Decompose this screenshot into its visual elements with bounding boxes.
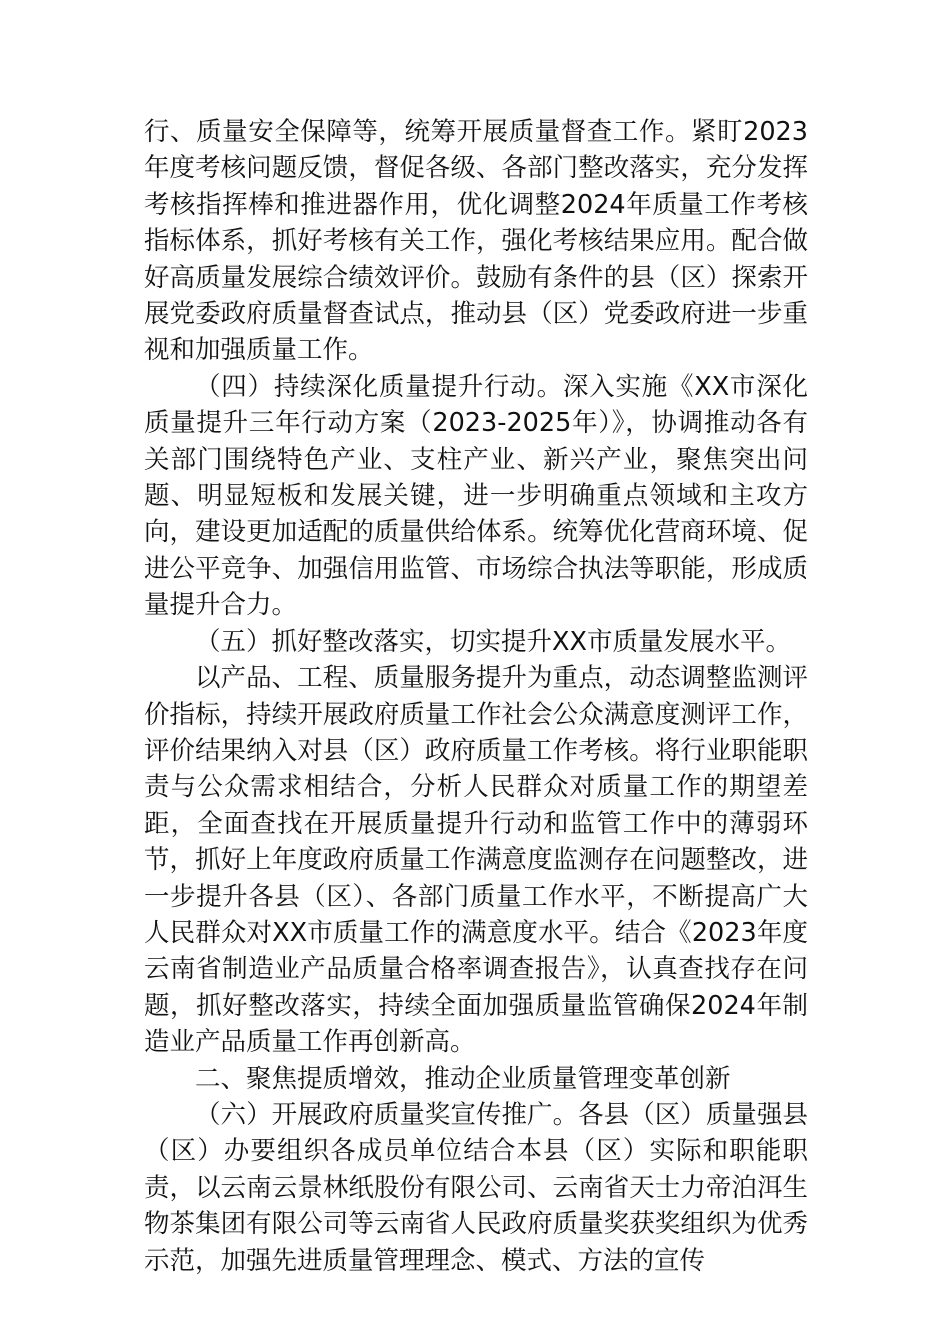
paragraph-quality-award: （六）开展政府质量奖宣传推广。各县（区）质量强县（区）办要组织各成员单位结合本县（区）实际和职能职责，以云南云景林纸股份有限公司、云南省天士力帝泊洱生物茶集团有限公司等云南省人民政府质量奖获奖组织为优秀示范，加强先进质量管理理念、模式、方法的宣传 [144, 1099, 808, 1276]
paragraph-assessment: 行、质量安全保障等，统筹开展质量督查工作。紧盯2023年度考核问题反馈，督促各级、各部门整改落实，充分发挥考核指挥棒和推进器作用，优化调整2024年质量工作考核指标体系，抓好考核有关工作，强化考核结果应用。配合做好高质量发展综合绩效评价。鼓励有条件的县（区）探索开展党委政府质量督查试点，推动县（区）党委政府进一步重视和加强质量工作。 [144, 117, 808, 366]
section-heading-two: 二、聚焦提质增效，推动企业质量管理变革创新 [195, 1063, 731, 1094]
paragraph-quality-improvement: （四）持续深化质量提升行动。深入实施《XX市深化质量提升三年行动方案（2023-2025年）》，协调推动各有关部门围绕特色产业、支柱产业、新兴产业，聚焦突出问题、明显短板和发展关键，进一步明确重点领域和主攻方向，建设更加适配的质量供给体系。统筹优化营商环境、促进公平竞争、加强信用监管、市场综合执法等职能，形成质量提升合力。 [144, 371, 808, 621]
paragraph-rectification-heading: （五）抓好整改落实，切实提升XX市质量发展水平。 [195, 626, 791, 657]
paragraph-rectification-body: 以产品、工程、质量服务提升为重点，动态调整监测评价指标，持续开展政府质量工作社会公众满意度测评工作，评价结果纳入对县（区）政府质量工作考核。将行业职能职责与公众需求相结合，分析人民群众对质量工作的期望差距，全面查找在开展质量提升行动和监管工作中的薄弱环节，抓好上年度政府质量工作满意度监测存在问题整改，进一步提升各县（区）、各部门质量工作水平，不断提高广大人民群众对XX市质量工作的满意度水平。结合《2023年度云南省制造业产品质量合格率调查报告》，认真查找存在问题，抓好整改落实，持续全面加强质量监管确保2024年制造业产品质量工作再创新高。 [144, 663, 808, 1058]
document-body [144, 114, 808, 1279]
